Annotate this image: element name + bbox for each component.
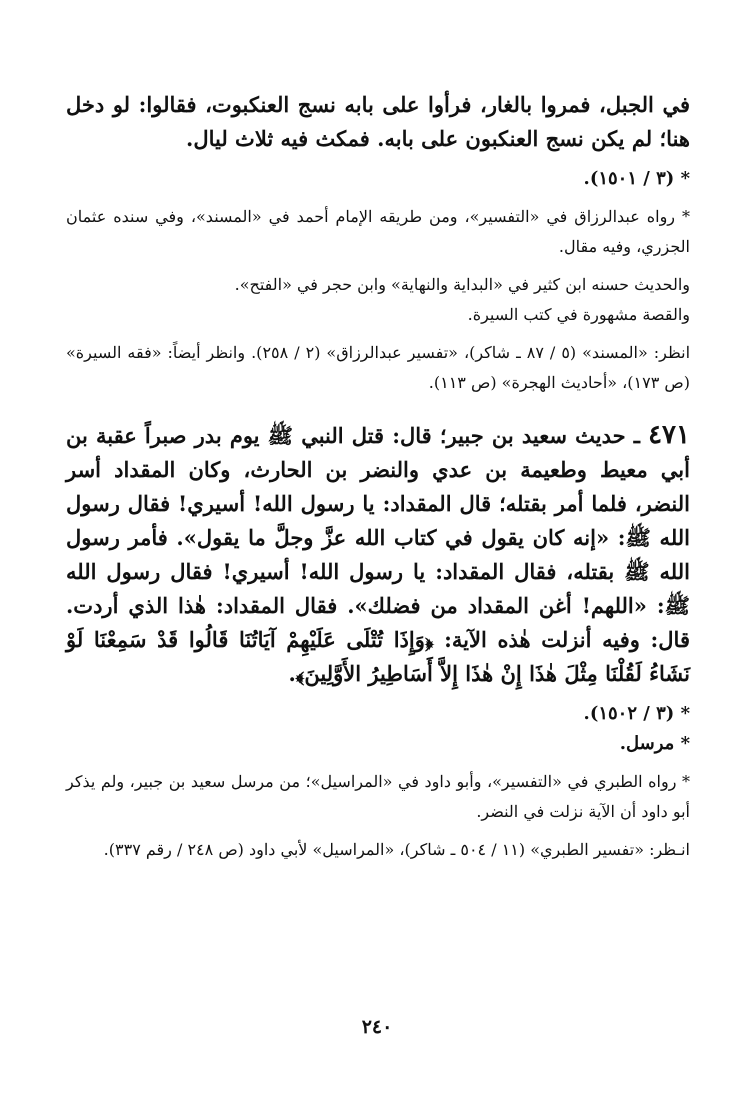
hadith-text: ـ حديث سعيد بن جبير؛ قال: قتل النبي ﷺ يوم بدر صبراً عقبة بن أبي معيط وطعيمة بن عدي والنضر بن الحارث، وكان المقداد أسر النضر، فلما أمر بقتله؛ قال المقداد: يا رسول الله! أسيري! فقال رسول الله ﷺ: «إنه كان يقول في كتاب الله عزَّ وجلَّ ما يقول». فأمر رسول الله ﷺ بقتله، فقال المقداد: يا رسول الله! أسيري! فقال رسول الله ﷺ: «اللهم! أغن المقداد من فضلك». فقال المقداد: هٰذا الذي أردت. قال: وفيه أنزلت هٰذه الآية: ﴿وَإِذَا تُتْلَى عَلَيْهِمْ آيَاتُنَا قَالُوا قَدْ سَمِعْنَا لَوْ نَشَاءُ لَقُلْنَا مِثْلَ هٰذَا إِنْ هٰذَا إِلاَّ أَسَاطِيرُ الأَوَّلِينَ﴾.	[66, 423, 690, 686]
takhrij-note: والحديث حسنه ابن كثير في «البداية والنهاية» وابن حجر في «الفتح».	[234, 275, 690, 294]
hadith-grade: * مرسل.	[619, 733, 690, 754]
takhrij-note: * رواه الطبري في «التفسير»، وأبو داود في «المراسيل»؛ من مرسل سعيد بن جبير، ولم يذكر أبو داود أن الآية نزلت في النضر.	[66, 772, 690, 821]
hadith-entry	[66, 418, 690, 691]
page-body	[66, 88, 690, 865]
hadith-reference: * (٣ / ١٥٠٢).	[583, 703, 690, 724]
hadith-continuation: في الجبل، فمروا بالغار، فرأوا على بابه نسج العنكبوت، فقالوا: لو دخل هنا؛ لم يكن نسج العنكبون على بابه. فمكث فيه ثلاث ليال.	[66, 92, 690, 151]
takhrij-note: * رواه عبدالرزاق في «التفسير»، ومن طريقه الإمام أحمد في «المسند»، وفي سنده عثمان الجزري، وفيه مقال.	[66, 207, 690, 256]
hadith-reference: * (٣ / ١٥٠١).	[583, 168, 690, 189]
page-number: ٢٤٠	[361, 1016, 393, 1038]
takhrij-note: انظر: «المسند» (٥ / ٨٧ ـ شاكر)، «تفسير عبدالرزاق» (٢ / ٢٥٨). وانظر أيضاً: «فقه السيرة» (ص ١٧٣)، «أحاديث الهجرة» (ص ١١٣).	[66, 343, 691, 392]
takhrij-note: والقصة مشهورة في كتب السيرة.	[467, 305, 690, 324]
takhrij-note: انـظر: «تفسير الطبري» (١١ / ٥٠٤ ـ شاكر)، «المراسيل» لأبي داود (ص ٢٤٨ / رقم ٣٣٧).	[103, 840, 690, 859]
hadith-number: ٤٧١	[648, 420, 690, 450]
